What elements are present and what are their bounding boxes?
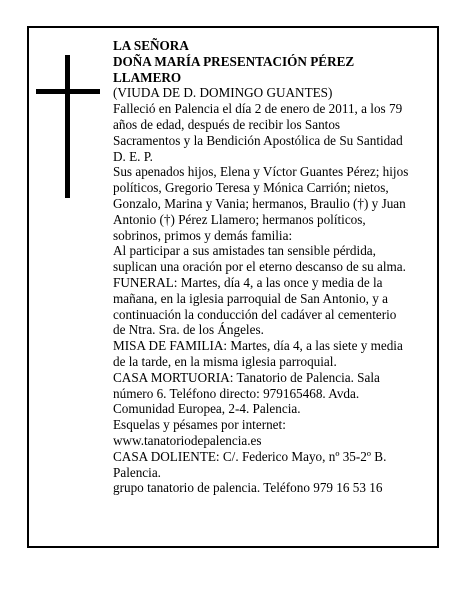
- funeral-home-contact: grupo tanatorio de palencia. Teléfono 979 16 53 16: [113, 480, 383, 496]
- family-mass-info: MISA DE FAMILIA: Martes, día 4, a las siete y media de la tarde, en la misma iglesia parroquial.: [113, 338, 403, 369]
- cross-icon: [36, 55, 100, 198]
- death-announcement: Falleció en Palencia el día 2 de enero de 2011, a los 79 años de edad, después de recibir los Santos Sacramentos y la Bendición Apostólica de Su Santidad D. E. P.: [113, 101, 403, 164]
- funeral-info: FUNERAL: Martes, día 4, a las once y media de la mañana, en la iglesia parroquial de San Antonio, y a continuación la conducción del cadáver al cementerio de Ntra. Sra. de los Ángeles.: [113, 274, 397, 338]
- online-condolences: Esquelas y pésames por internet: www.tanatoriodepalencia.es: [113, 417, 286, 448]
- prayer-request: Al participar a sus amistades tan sensible pérdida, suplican una oración por el eterno descanso de su alma.: [113, 243, 406, 275]
- mourning-home: CASA DOLIENTE: C/. Federico Mayo, nº 35-2º B. Palencia.: [113, 448, 387, 480]
- mortuary-info: CASA MORTUORIA: Tanatorio de Palencia. Sala número 6. Teléfono directo: 979165468. Avda. Comunidad Europea, 2-4. Palencia.: [113, 369, 380, 417]
- widow-of-line: (VIUDA DE D. DOMINGO GUANTES): [113, 85, 333, 101]
- family-list: Sus apenados hijos, Elena y Víctor Guantes Pérez; hijos políticos, Gregorio Teresa y Mónica Carrión; nietos, Gonzalo, Marina y Vania; hermanos, Braulio (†) y Juan Antonio (†) Pérez Llamero; hermanos políticos, sobrinos, primos y demás familia:: [113, 164, 409, 243]
- obituary-text: [113, 38, 409, 496]
- deceased-name: DOÑA MARÍA PRESENTACIÓN PÉREZ LLAMERO: [113, 53, 355, 85]
- title-line-1: LA SEÑORA: [113, 38, 189, 53]
